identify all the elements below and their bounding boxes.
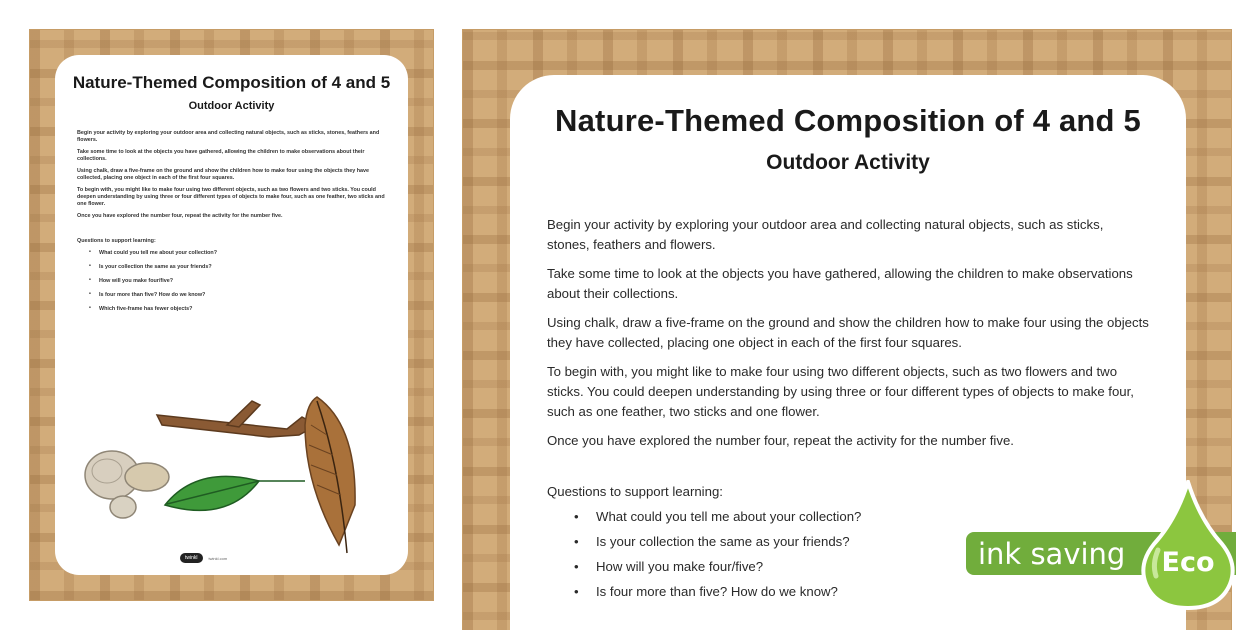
small-questions-heading: Questions to support learning:: [77, 238, 156, 244]
question-item: • Is your collection the same as your friends?: [574, 534, 1149, 549]
stick-image: [157, 401, 317, 437]
page-subtitle: Outdoor Activity: [766, 151, 930, 174]
footer-url: twinkl.com: [208, 555, 228, 561]
ink-saving-eco-badge: [966, 480, 1246, 610]
stones-image: [85, 451, 169, 518]
small-page-preview: [30, 30, 433, 600]
small-questions-list: [89, 250, 386, 312]
small-paragraph: To begin with, you might like to make four using two different objects, such as two flowers and two sticks. You could deepen understanding by using three or four different types of objects to make four, such as one feather, two sticks and one flower.: [77, 187, 385, 207]
small-question-item: • Is your collection the same as your friends?: [89, 264, 386, 270]
eco-drop-icon: [1140, 480, 1236, 610]
small-paragraph: Take some time to look at the objects you have gathered, allowing the children to make observations about their collections.: [77, 149, 365, 162]
paragraph: To begin with, you might like to make four using two different objects, such as two flowers and two sticks. You could deepen understanding by using three or four different types of objects to make four, such as one feather, two sticks and one flower.: [547, 364, 1134, 419]
small-page-subtitle: Outdoor Activity: [188, 100, 275, 112]
eco-label: Eco: [1161, 547, 1215, 578]
question-item: • Is four more than five? How do we know?: [574, 584, 1149, 599]
small-question-item: • Is four more than five? How do we know?: [89, 292, 386, 298]
questions-heading: Questions to support learning:: [547, 484, 723, 499]
page-title: Nature-Themed Composition of 4 and 5: [555, 103, 1141, 138]
ink-saving-label: ink saving: [978, 536, 1126, 571]
nature-objects-illustration: [77, 395, 377, 555]
question-item: • What could you tell me about your collection?: [574, 509, 1149, 524]
small-paragraph: Once you have explored the number four, repeat the activity for the number five.: [77, 213, 283, 219]
paragraph: Take some time to look at the objects you have gathered, allowing the children to make observations about their collections.: [547, 266, 1133, 301]
small-page-footer: [180, 553, 227, 563]
small-question-item: • How will you make four/five?: [89, 278, 386, 284]
small-question-item: • What could you tell me about your collection?: [89, 250, 386, 256]
leaf-image: [165, 476, 305, 510]
paragraph: Using chalk, draw a five-frame on the ground and show the children how to make four using the objects they have collected, placing one object in each of the first four squares.: [547, 315, 1149, 350]
twinkl-logo: twinkl: [180, 553, 203, 563]
paragraph: Once you have explored the number four, repeat the activity for the number five.: [547, 433, 1014, 448]
small-page-body: [77, 130, 386, 312]
small-paragraph: Begin your activity by exploring your outdoor area and collecting natural objects, such as sticks, stones, feathers and flowers.: [77, 130, 380, 143]
small-paragraph: Using chalk, draw a five-frame on the ground and show the children how to make four using the objects they have collected, placing one object in each of the first four squares.: [77, 168, 370, 181]
paragraph: Begin your activity by exploring your outdoor area and collecting natural objects, such as sticks, stones, feathers and flowers.: [547, 217, 1104, 252]
small-page-title: Nature-Themed Composition of 4 and 5: [72, 73, 391, 92]
small-page-card: [55, 55, 408, 575]
small-question-item: • Which five-frame has fewer objects?: [89, 306, 386, 312]
question-item: • How will you make four/five?: [574, 559, 1149, 574]
feather-image: [305, 397, 355, 553]
